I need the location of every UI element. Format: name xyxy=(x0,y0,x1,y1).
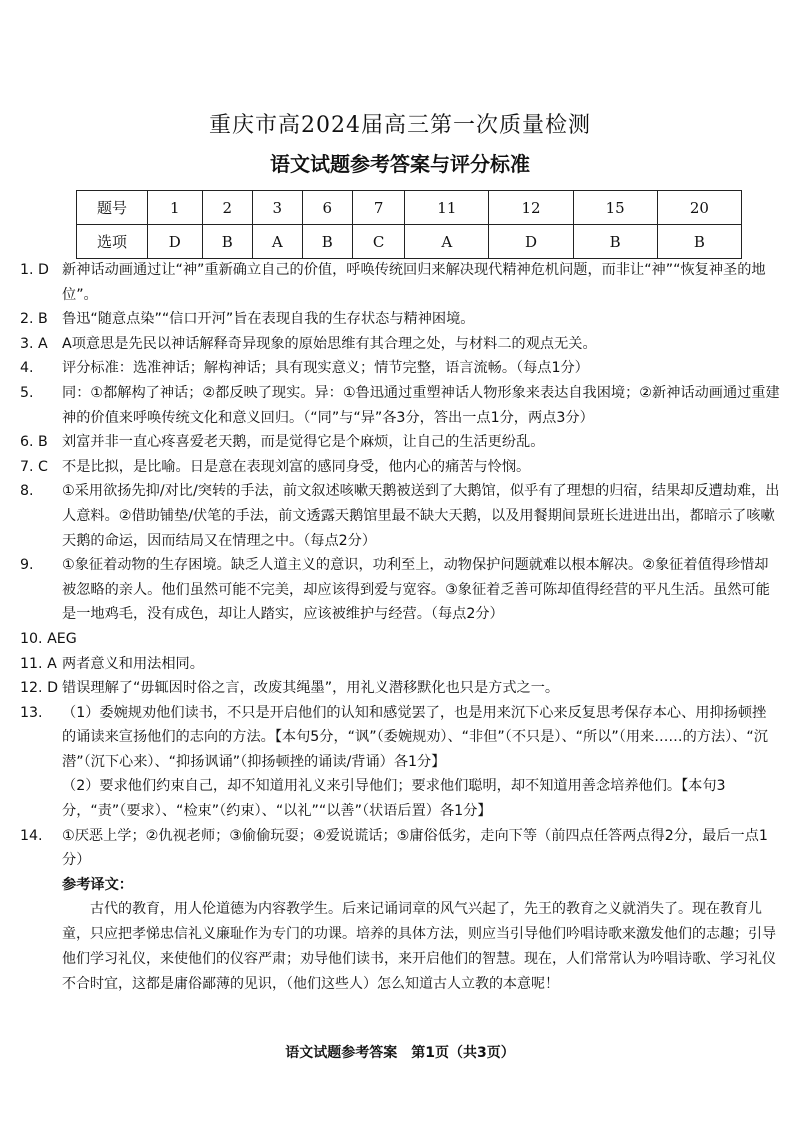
answer-key-subtitle: 语文试题参考答案与评分标准 xyxy=(270,152,530,176)
item-number: 6. B xyxy=(20,434,48,451)
answer-explanations xyxy=(20,258,780,997)
answer-option-cell: A xyxy=(252,225,302,259)
question-number-cell: 7 xyxy=(352,191,404,225)
question-number-cell: 20 xyxy=(657,191,741,225)
answer-option-cell: D xyxy=(148,225,203,259)
answer-item-14 xyxy=(20,824,780,873)
answer-table xyxy=(76,190,742,259)
answer-option-cell: B xyxy=(202,225,252,259)
item-number: 8. xyxy=(20,483,34,500)
item-text: 鲁迅“随意点染”“信口开河”旨在表现自我的生存状态与精神困境。 xyxy=(62,311,475,328)
question-number-cell: 3 xyxy=(252,191,302,225)
question-number-cell: 2 xyxy=(202,191,252,225)
question-number-header: 题号 xyxy=(77,191,148,225)
answer-item xyxy=(20,553,780,627)
item-number: 4. xyxy=(20,360,34,377)
question-number-cell: 6 xyxy=(302,191,352,225)
item-number: 11. A xyxy=(20,655,57,672)
answer-option-cell: A xyxy=(405,225,489,259)
answer-item xyxy=(20,258,780,307)
answer-item xyxy=(20,356,780,381)
item-number: 12. D xyxy=(20,680,58,697)
answer-item xyxy=(20,479,780,553)
item-text: 不是比拟，是比喻。日是意在表现刘富的感同身受，他内心的痛苦与怜悯。 xyxy=(62,458,531,475)
question-number-row xyxy=(77,191,742,225)
item-number: 1. D xyxy=(20,262,49,278)
answer-item xyxy=(20,307,780,332)
answer-option-cell: B xyxy=(573,225,657,259)
item-number: 9. xyxy=(20,557,34,574)
item-number: 2. B xyxy=(20,311,48,328)
item-number: 5. xyxy=(20,384,34,401)
answer-item-13-part-2 xyxy=(20,774,780,823)
answer-item xyxy=(20,332,780,357)
answer-option-row xyxy=(77,225,742,259)
item-number: 7. C xyxy=(20,458,48,475)
item-number: 10. AEG xyxy=(20,630,77,647)
reference-translation-text: 古代的教育，用人伦道德为内容教学生。后来记诵词章的风气兴起了，先王的教育之义就消失了。现在教育儿童，只应把孝悌忠信礼义廉耻作为专门的功课。培养的具体方法，则应当引导他们吟唱诗歌来激发他们的志趣；引导他们学习礼仪，来使他们的仪容严肃；劝导他们读书，来开启他们的智慧。现在，人们常常认为吟唱诗歌、学习礼仪不合时宜，这都是庸俗鄙薄的见识，（他们这些人）怎么知道古人立教的本意呢！ xyxy=(62,901,776,993)
exam-title: 重庆市高2024届高三第一次质量检测 xyxy=(209,113,591,138)
item-text: ①采用欲扬先抑/对比/突转的手法，前文叙述咳嗽天鹅被送到了大鹅馆，似乎有了理想的归宿，结果却反遭劫难，出人意料。②借助铺垫/伏笔的手法，前文透露天鹅馆里最不缺大天鹅，以及用餐期间景班长进进出出，都暗示了咳嗽天鹅的命运，因而结局又在情理之中。（每点2分） xyxy=(62,483,780,549)
page-footer: 语文试题参考答案 第1页（共3页） xyxy=(285,1045,515,1061)
item-text: A项意思是先民以神话解释奇异现象的原始思维有其合理之处，与材料二的观点无关。 xyxy=(62,335,597,352)
item-text: 刘富并非一直心疼喜爱老天鹅，而是觉得它是个麻烦，让自己的生活更纷乱。 xyxy=(62,434,545,451)
answer-item xyxy=(20,430,780,455)
item-13-part-2: （2）要求他们约束自己，却不知道用礼义来引导他们；要求他们聪明，却不知道用善念培养他们。【本句3分，“责”（要求）、“检束”（约束）、“以礼”“以善”（状语后置）各1分】 xyxy=(62,778,726,820)
item-number: 13. xyxy=(20,704,43,721)
item-text: ①厌恶上学；②仇视老师；③偷偷玩耍；④爱说谎话；⑤庸俗低劣，走向下等（前四点任答两点得2分，最后一点1分） xyxy=(62,827,768,869)
item-number: 14. xyxy=(20,827,43,844)
answer-option-cell: D xyxy=(489,225,573,259)
question-number-cell: 12 xyxy=(489,191,573,225)
item-text: 新神话动画通过让“神”重新确立自己的价值，呼唤传统回归来解决现代精神危机问题，而非让“神”“恢复神圣的地位”。 xyxy=(62,262,766,303)
item-text: 错误理解了“毋辄因时俗之言，改废其绳墨”，用礼义潜移默化也只是方式之一。 xyxy=(62,680,560,697)
answer-item xyxy=(20,676,780,701)
answer-option-cell: B xyxy=(657,225,741,259)
item-text: 评分标准：选准神话；解构神话；具有现实意义；情节完整，语言流畅。（每点1分） xyxy=(62,360,589,377)
answer-option-cell: C xyxy=(352,225,404,259)
item-text: ①象征着动物的生存困境。缺乏人道主义的意识，功利至上，动物保护问题就难以根本解决。②象征着值得珍惜却被忽略的亲人。他们虽然可能不完美，却应该得到爱与宽容。③象征着乏善可陈却值得经营的平凡生活。虽然可能是一地鸡毛，没有成色，却让人踏实，应该被维护与经营。（每点2分） xyxy=(62,557,770,623)
answer-item xyxy=(20,627,780,652)
reference-translation-heading: 参考译文： xyxy=(62,876,133,893)
answer-item xyxy=(20,381,780,430)
question-number-cell: 1 xyxy=(148,191,203,225)
item-13-part-1: （1）委婉规劝他们读书，不只是开启他们的认知和感觉罢了，也是用来沉下心来反复思考保存本心、用抑扬顿挫的诵读来宣扬他们的志向的方法。【本句5分，“讽”（委婉规劝）、“非但”（不只是）、“所以”（用来……的方法）、“沉潜”（沉下心来）、“抑扬讽诵”（抑扬顿挫的诵读/背诵）各1分】 xyxy=(62,704,768,770)
item-text: 两者意义和用法相同。 xyxy=(62,655,204,672)
answer-option-cell: B xyxy=(302,225,352,259)
question-number-cell: 11 xyxy=(405,191,489,225)
item-number: 3. A xyxy=(20,335,48,352)
item-text: 同：①都解构了神话；②都反映了现实。异：①鲁迅通过重塑神话人物形象来表达自我困境；②新神话动画通过重建神的价值来呼唤传统文化和意义回归。（“同”与“异”各3分，答出一点1分，两点3分） xyxy=(62,384,780,426)
answer-item-13 xyxy=(20,701,780,775)
question-number-cell: 15 xyxy=(573,191,657,225)
answer-option-header: 选项 xyxy=(77,225,148,259)
answer-item xyxy=(20,652,780,677)
answer-item xyxy=(20,455,780,480)
